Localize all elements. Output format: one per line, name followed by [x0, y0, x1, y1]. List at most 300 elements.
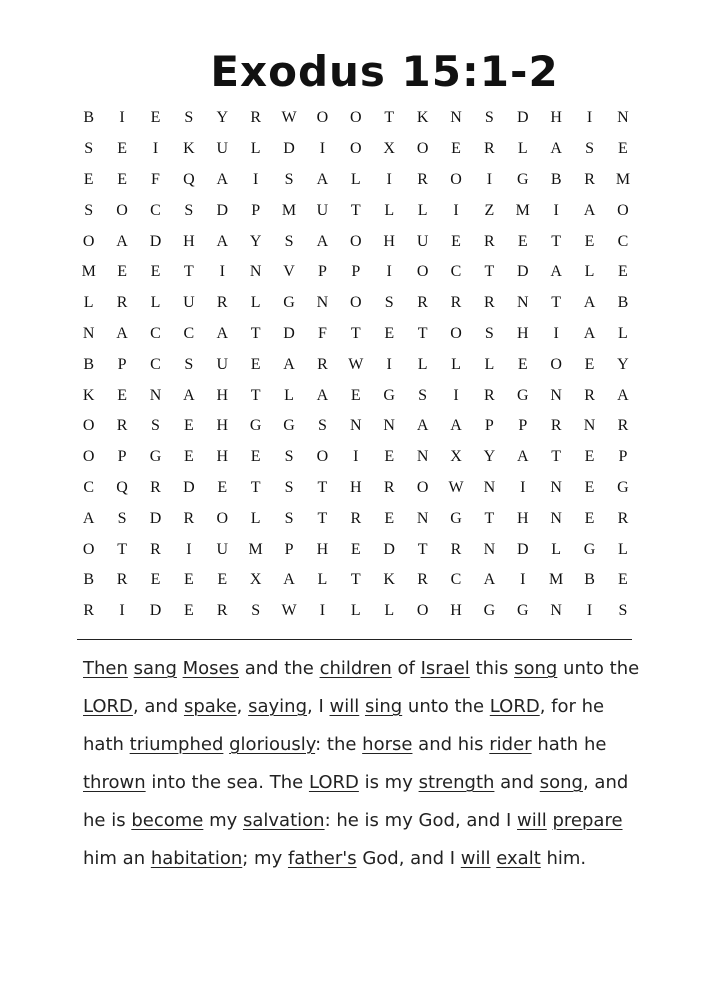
grid-letter: A [550, 263, 562, 281]
grid-letter: F [151, 170, 160, 188]
grid-letter: O [116, 201, 128, 219]
grid-letter: L [551, 540, 562, 558]
grid-letter: R [150, 478, 161, 496]
grid-letter: C [150, 355, 161, 373]
grid-letter: I [386, 355, 392, 373]
grid-letter: E [150, 571, 161, 589]
grid-letter: H [450, 602, 462, 620]
grid-letter: R [617, 509, 629, 527]
grid-letter: N [82, 324, 95, 342]
grid-letter: T [250, 478, 261, 496]
grid-letter: E [117, 263, 127, 281]
grid-letter: S [184, 355, 194, 373]
grid-letter: S [284, 478, 294, 496]
grid-letter: R [116, 417, 128, 435]
grid-letter: O [450, 324, 462, 342]
grid-letter: S [284, 509, 294, 527]
grid-letter: S [284, 232, 294, 250]
grid-letter: O [316, 109, 329, 127]
grid-letter: R [550, 417, 562, 435]
verse-keyword: sang [133, 658, 177, 679]
grid-letter: L [417, 355, 428, 373]
verse-fragment: unto the [402, 696, 490, 717]
grid-letter: C [617, 232, 629, 250]
grid-letter: A [216, 232, 229, 250]
grid-letter: D [149, 509, 162, 527]
grid-letter: D [516, 540, 529, 558]
grid-letter: E [584, 232, 595, 250]
grid-letter: E [250, 355, 261, 373]
grid-letter: O [82, 448, 95, 466]
grid-letter: X [383, 140, 395, 158]
grid-letter: E [217, 478, 228, 496]
grid-letter: G [283, 294, 295, 312]
verse-fragment: God, and I [356, 848, 461, 869]
grid-letter: M [281, 201, 297, 219]
grid-letter: L [384, 201, 395, 219]
grid-letter: I [553, 324, 559, 342]
grid-letter: U [216, 355, 229, 373]
grid-letter: S [284, 448, 294, 466]
grid-letter: N [316, 294, 329, 312]
grid-letter: T [317, 478, 328, 496]
grid-letter: E [83, 170, 94, 188]
grid-letter: I [319, 602, 326, 620]
grid-letter: A [316, 170, 329, 188]
grid-letter: R [417, 294, 428, 312]
grid-letter: H [316, 540, 329, 558]
grid-letter: S [117, 509, 127, 527]
verse-keyword: LORD [83, 696, 133, 717]
grid-letter: R [116, 294, 128, 312]
grid-letter: N [516, 294, 529, 312]
verse-keyword: LORD [308, 772, 359, 793]
grid-letter: S [284, 170, 294, 188]
grid-letter: L [618, 324, 628, 342]
divider [77, 639, 632, 640]
grid-letter: E [618, 571, 628, 589]
verse-keyword: song [514, 658, 558, 679]
grid-letter: P [251, 201, 261, 219]
grid-letter: L [384, 602, 395, 620]
verse-keyword: will [460, 848, 491, 869]
grid-letter: A [316, 232, 329, 250]
verse-fragment: and the [238, 658, 320, 679]
grid-letter: Y [483, 448, 496, 466]
grid-letter: N [383, 417, 395, 435]
grid-letter: A [483, 571, 496, 589]
grid-letter: I [252, 170, 259, 188]
grid-letter: E [150, 109, 161, 127]
grid-letter: N [550, 386, 562, 404]
verse-fragment: this [469, 658, 515, 679]
grid-letter: A [617, 386, 629, 404]
grid-letter: E [217, 571, 228, 589]
grid-letter: T [317, 509, 328, 527]
grid-letter: W [348, 355, 364, 373]
grid-letter: M [81, 263, 96, 281]
grid-letter: G [617, 478, 629, 496]
verse-keyword: horse [362, 734, 413, 755]
grid-letter: D [149, 602, 162, 620]
verse-keyword: thrown [83, 772, 146, 793]
grid-letter: S [618, 602, 628, 620]
grid-letter: I [119, 602, 125, 620]
grid-letter: M [515, 201, 530, 219]
grid-letter: O [416, 478, 429, 496]
grid-letter: D [216, 201, 229, 219]
grid-letter: N [149, 386, 162, 404]
grid-letter: L [150, 294, 161, 312]
verse-keyword: LORD [489, 696, 540, 717]
grid-letter: P [618, 448, 628, 466]
grid-letter: E [117, 140, 127, 158]
grid-letter: X [249, 571, 262, 589]
grid-letter: U [416, 232, 429, 250]
grid-letter: T [551, 232, 562, 250]
grid-letter: Q [116, 478, 128, 496]
grid-letter: T [484, 263, 495, 281]
verse-fragment: and his [412, 734, 490, 755]
grid-letter: B [584, 571, 595, 589]
grid-letter: O [416, 602, 429, 620]
grid-letter: G [249, 417, 262, 435]
grid-letter: A [550, 140, 562, 158]
grid-letter: W [281, 602, 297, 620]
grid-letter: P [317, 263, 327, 281]
grid-letter: L [350, 170, 361, 188]
grid-letter: F [317, 324, 327, 342]
grid-letter: P [284, 540, 294, 558]
grid-letter: G [283, 417, 295, 435]
grid-letter: E [183, 571, 194, 589]
grid-letter: W [448, 478, 464, 496]
verse-keyword: habitation [150, 848, 243, 869]
grid-letter: I [186, 540, 192, 558]
grid-letter: C [450, 571, 462, 589]
grid-letter: O [617, 201, 629, 219]
grid-letter: S [585, 140, 594, 158]
grid-letter: E [618, 140, 628, 158]
grid-letter: S [317, 417, 327, 435]
grid-letter: I [119, 109, 125, 127]
verse-keyword: will [329, 696, 360, 717]
grid-letter: B [617, 294, 629, 312]
grid-letter: E [183, 602, 194, 620]
grid-letter: T [350, 571, 361, 589]
word-search-grid [72, 103, 640, 627]
grid-letter: K [383, 571, 395, 589]
verse-keyword: father's [287, 848, 357, 869]
grid-letter: T [551, 294, 562, 312]
grid-letter: H [383, 232, 395, 250]
verse-fragment: my [203, 810, 243, 831]
grid-letter: S [151, 417, 160, 435]
grid-letter: O [350, 294, 362, 312]
grid-letter: N [550, 602, 562, 620]
grid-letter: O [82, 417, 95, 435]
grid-letter: A [116, 324, 128, 342]
grid-letter: I [520, 571, 526, 589]
grid-letter: T [183, 263, 194, 281]
verse-fragment: of [391, 658, 421, 679]
grid-letter: T [350, 201, 361, 219]
grid-letter: S [84, 201, 94, 219]
grid-letter: R [183, 509, 195, 527]
grid-letter: O [350, 140, 362, 158]
grid-letter: P [117, 448, 127, 466]
grid-letter: O [416, 263, 429, 281]
grid-letter: N [550, 509, 562, 527]
verse-keyword: Israel [420, 658, 470, 679]
grid-letter: K [82, 386, 95, 404]
grid-letter: B [83, 571, 95, 589]
grid-letter: L [451, 355, 461, 373]
grid-letter: N [617, 109, 629, 127]
verse-keyword: saying [248, 696, 308, 717]
verse-keyword: gloriously [229, 734, 316, 755]
grid-letter: G [516, 386, 529, 404]
grid-letter: G [149, 448, 162, 466]
grid-letter: P [518, 417, 528, 435]
grid-letter: R [450, 540, 462, 558]
grid-letter: S [418, 386, 428, 404]
grid-letter: Y [216, 109, 229, 127]
grid-letter: A [116, 232, 128, 250]
grid-letter: D [149, 232, 162, 250]
grid-letter: H [516, 509, 529, 527]
verse-text [83, 650, 643, 878]
grid-letter: E [183, 417, 194, 435]
grid-letter: A [416, 417, 429, 435]
grid-letter: B [550, 170, 562, 188]
grid-letter: D [183, 478, 195, 496]
grid-letter: M [248, 540, 263, 558]
grid-letter: R [417, 571, 428, 589]
grid-letter: X [450, 448, 462, 466]
grid-letter: T [117, 540, 127, 558]
grid-letter: O [82, 232, 95, 250]
grid-letter: C [450, 263, 462, 281]
grid-letter: U [216, 140, 229, 158]
grid-letter: A [216, 324, 229, 342]
grid-letter: O [316, 448, 329, 466]
grid-letter: C [150, 324, 161, 342]
grid-letter: I [386, 170, 392, 188]
grid-letter: E [250, 448, 261, 466]
grid-letter: O [82, 540, 95, 558]
grid-letter: G [383, 386, 395, 404]
verse-keyword: song [539, 772, 583, 793]
grid-letter: T [250, 386, 261, 404]
grid-letter: D [283, 140, 295, 158]
grid-letter: H [216, 386, 229, 404]
grid-letter: T [551, 448, 562, 466]
verse-fragment: , [236, 696, 249, 717]
grid-letter: E [618, 263, 628, 281]
grid-letter: U [216, 540, 229, 558]
grid-letter: E [117, 386, 127, 404]
grid-letter: K [183, 140, 195, 158]
grid-letter: T [417, 540, 428, 558]
grid-letter: E [584, 509, 595, 527]
grid-letter: R [250, 109, 261, 127]
grid-letter: S [484, 324, 494, 342]
grid-letter: U [183, 294, 195, 312]
grid-letter: E [183, 448, 194, 466]
verse-keyword: children [319, 658, 392, 679]
grid-letter: L [250, 140, 261, 158]
grid-letter: O [550, 355, 562, 373]
grid-letter: P [351, 263, 361, 281]
verse-keyword: strength [418, 772, 495, 793]
grid-letter: E [517, 232, 528, 250]
grid-letter: A [316, 386, 329, 404]
verse-fragment: , and he is [83, 772, 629, 831]
grid-letter: E [150, 263, 161, 281]
verse-keyword: salvation [242, 810, 325, 831]
grid-letter: N [416, 509, 429, 527]
grid-letter: T [250, 324, 261, 342]
grid-letter: C [83, 478, 95, 496]
grid-letter: T [484, 509, 495, 527]
verse-keyword: prepare [552, 810, 623, 831]
verse-keyword: spake [183, 696, 237, 717]
verse-fragment: , for he hath [83, 696, 605, 755]
grid-letter: D [516, 263, 529, 281]
grid-letter: B [83, 109, 95, 127]
grid-letter: S [184, 109, 194, 127]
grid-letter: O [416, 140, 429, 158]
grid-letter: M [615, 170, 631, 188]
grid-letter: P [484, 417, 494, 435]
grid-letter: R [417, 170, 428, 188]
grid-letter: S [184, 201, 194, 219]
grid-letter: E [451, 232, 461, 250]
grid-letter: P [117, 355, 127, 373]
grid-letter: H [350, 478, 362, 496]
grid-letter: D [283, 324, 295, 342]
verse-keyword: Then [83, 658, 128, 679]
grid-letter: R [216, 294, 228, 312]
verse-keyword: become [131, 810, 204, 831]
verse-keyword: exalt [496, 848, 541, 869]
grid-letter: Q [183, 170, 195, 188]
grid-letter: R [484, 294, 495, 312]
verse-fragment: him an [83, 848, 151, 869]
grid-letter: L [350, 602, 361, 620]
verse-fragment: : the [315, 734, 363, 755]
grid-letter: A [516, 448, 529, 466]
grid-letter: L [484, 355, 495, 373]
verse-fragment: unto the [557, 658, 640, 679]
grid-letter: I [353, 448, 359, 466]
grid-letter: W [281, 109, 297, 127]
grid-letter: N [483, 478, 496, 496]
grid-letter: U [316, 201, 329, 219]
grid-letter: E [384, 324, 395, 342]
grid-letter: I [586, 109, 593, 127]
grid-letter: E [384, 509, 395, 527]
grid-letter: S [484, 109, 494, 127]
grid-letter: R [584, 170, 595, 188]
grid-letter: N [550, 478, 562, 496]
grid-letter: I [586, 602, 593, 620]
verse-fragment: , and [132, 696, 184, 717]
grid-letter: R [383, 478, 395, 496]
grid-letter: Z [484, 201, 495, 219]
grid-letter: R [216, 602, 228, 620]
verse-keyword: Moses [182, 658, 239, 679]
page-title: Exodus 15:1-2 [210, 47, 559, 96]
grid-letter: S [251, 602, 261, 620]
verse-keyword: will [517, 810, 547, 831]
grid-letter: E [517, 355, 528, 373]
grid-letter: A [216, 170, 229, 188]
grid-letter: R [484, 386, 495, 404]
grid-letter: R [116, 571, 128, 589]
grid-letter: O [216, 509, 229, 527]
grid-letter: I [486, 170, 493, 188]
grid-letter: H [516, 324, 529, 342]
verse-keyword: rider [489, 734, 532, 755]
grid-letter: G [583, 540, 596, 558]
grid-letter: G [483, 602, 496, 620]
grid-letter: C [150, 201, 161, 219]
grid-letter: A [82, 509, 95, 527]
grid-letter: L [584, 263, 595, 281]
grid-letter: D [383, 540, 395, 558]
verse-keyword: triumphed [129, 734, 224, 755]
grid-letter: E [384, 448, 395, 466]
grid-letter: N [483, 540, 496, 558]
verse-keyword: sing [364, 696, 403, 717]
grid-letter: N [450, 109, 462, 127]
grid-letter: E [350, 540, 361, 558]
grid-letter: I [386, 263, 392, 281]
grid-letter: O [350, 109, 362, 127]
grid-letter: H [216, 448, 229, 466]
grid-letter: A [583, 201, 596, 219]
grid-letter: G [516, 602, 529, 620]
grid-letter: L [250, 294, 261, 312]
grid-letter: E [584, 478, 595, 496]
grid-letter: A [583, 294, 596, 312]
grid-letter: Y [249, 232, 262, 250]
grid-letter: I [152, 140, 159, 158]
grid-letter: G [516, 170, 529, 188]
grid-letter: L [83, 294, 94, 312]
grid-letter: I [219, 263, 225, 281]
grid-letter: R [484, 140, 495, 158]
verse-fragment: and [494, 772, 540, 793]
grid-letter: R [450, 294, 462, 312]
grid-letter: A [283, 571, 295, 589]
grid-letter: B [83, 355, 95, 373]
grid-letter: N [249, 263, 262, 281]
verse-fragment: hath he [531, 734, 607, 755]
grid-letter: R [350, 509, 362, 527]
grid-letter: N [416, 448, 429, 466]
grid-letter: O [350, 232, 362, 250]
grid-letter: O [450, 170, 462, 188]
grid-letter: R [83, 602, 95, 620]
grid-letter: Y [617, 355, 629, 373]
grid-letter: S [84, 140, 94, 158]
grid-letter: R [584, 386, 595, 404]
grid-letter: L [417, 201, 428, 219]
grid-letter: A [583, 324, 596, 342]
